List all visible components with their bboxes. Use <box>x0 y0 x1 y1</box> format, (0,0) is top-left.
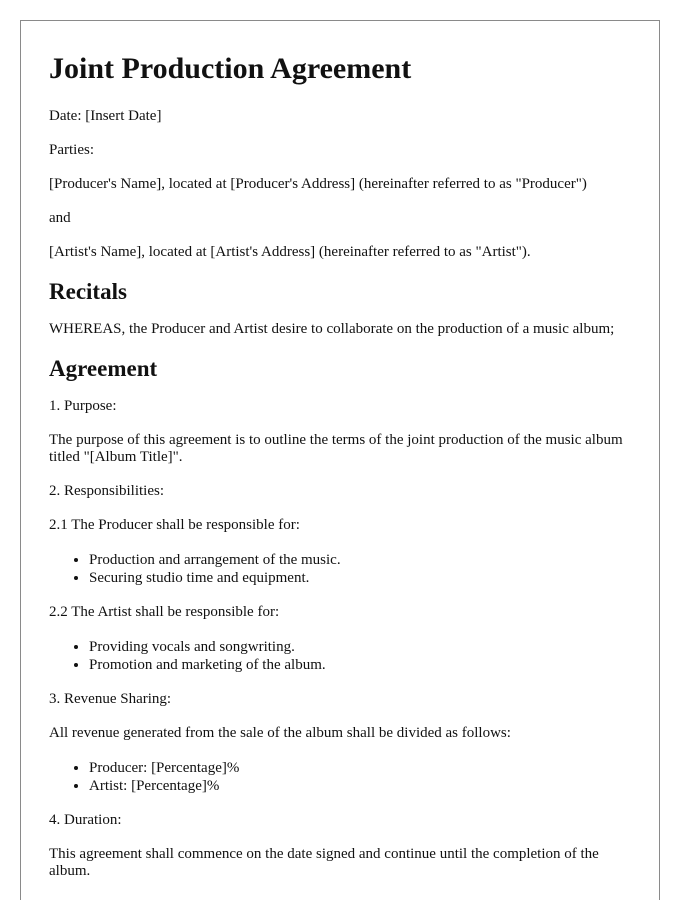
recitals-heading: Recitals <box>49 279 127 304</box>
producer-responsibilities-list <box>49 551 631 587</box>
recitals-text: WHEREAS, the Producer and Artist desire to collaborate on the production of a music album; <box>49 321 615 337</box>
list-item: • Providing vocals and songwriting. <box>89 638 631 656</box>
document-title: Joint Production Agreement <box>49 52 412 85</box>
producer-responsibilities-label: 2.1 The Producer shall be responsible for: <box>49 517 300 533</box>
agreement-document <box>20 20 660 900</box>
list-item: • Producer: [Percentage]% <box>89 759 631 777</box>
revenue-split-list <box>49 759 631 795</box>
purpose-label: 1. Purpose: <box>49 398 117 414</box>
responsibilities-label: 2. Responsibilities: <box>49 483 165 499</box>
artist-party-line: [Artist's Name], located at [Artist's Address] (hereinafter referred to as "Artist"). <box>49 244 531 260</box>
duration-label: 4. Duration: <box>49 812 122 828</box>
and-connector: and <box>49 210 71 226</box>
artist-responsibilities-list <box>49 638 631 674</box>
revenue-sharing-label: 3. Revenue Sharing: <box>49 691 172 707</box>
purpose-text: The purpose of this agreement is to outline the terms of the joint production of the music album titled "[Album Title]". <box>49 432 623 465</box>
list-item: • Securing studio time and equipment. <box>89 569 631 587</box>
revenue-sharing-text: All revenue generated from the sale of the album shall be divided as follows: <box>49 725 511 741</box>
list-item: • Production and arrangement of the music. <box>89 551 631 569</box>
duration-text: This agreement shall commence on the date signed and continue until the completion of the album. <box>49 846 599 879</box>
parties-label: Parties: <box>49 142 94 158</box>
date-line: Date: [Insert Date] <box>49 108 162 124</box>
list-item: • Promotion and marketing of the album. <box>89 656 631 674</box>
list-item: • Artist: [Percentage]% <box>89 777 631 795</box>
producer-party-line: [Producer's Name], located at [Producer's Address] (hereinafter referred to as "Producer") <box>49 176 587 192</box>
artist-responsibilities-label: 2.2 The Artist shall be responsible for: <box>49 604 280 620</box>
agreement-heading: Agreement <box>49 356 158 381</box>
